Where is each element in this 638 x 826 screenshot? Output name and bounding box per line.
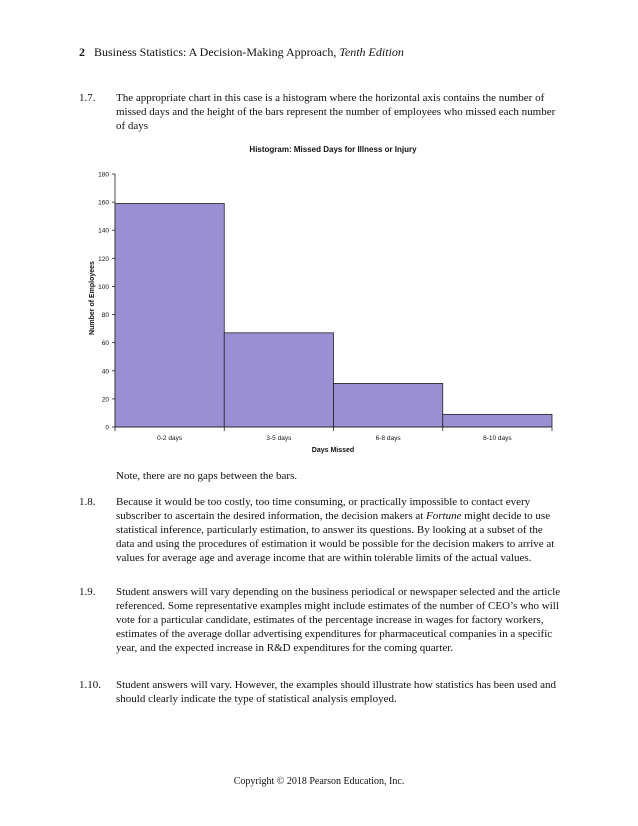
y-tick-label: 0 bbox=[105, 424, 109, 432]
item-number: 1.9. bbox=[79, 586, 96, 598]
chart-title: Histogram: Missed Days for Illness or Injury bbox=[249, 145, 417, 154]
y-tick-label: 100 bbox=[98, 283, 109, 291]
book-title: Business Statistics: A Decision-Making Approach, bbox=[94, 45, 340, 59]
item-text: The appropriate chart in this case is a histogram where the horizontal axis contains the number of missed days and the height of the bars represent the number of employees who missed each number of days bbox=[116, 92, 556, 132]
item-number: 1.7. bbox=[79, 92, 96, 104]
x-axis bbox=[115, 427, 552, 442]
item-1-10 bbox=[79, 678, 562, 706]
x-tick-label: 8-10 days bbox=[483, 435, 512, 442]
item-number: 1.8. bbox=[79, 496, 96, 508]
histogram-bar bbox=[443, 414, 552, 427]
histogram-bar bbox=[224, 333, 333, 427]
y-tick-label: 140 bbox=[98, 227, 109, 235]
y-tick-label: 180 bbox=[98, 171, 109, 179]
y-tick-label: 80 bbox=[101, 312, 109, 320]
x-tick-label: 0-2 days bbox=[157, 435, 183, 442]
bars bbox=[115, 204, 552, 427]
y-tick-label: 40 bbox=[101, 368, 109, 376]
item-text: Student answers will vary. However, the examples should illustrate how statistics has been used and should clearly indicate the type of statistical analysis employed. bbox=[116, 679, 556, 705]
histogram-chart bbox=[78, 138, 558, 458]
x-axis-label: Days Missed bbox=[311, 447, 355, 454]
page-header bbox=[79, 45, 404, 60]
y-axis bbox=[98, 172, 115, 432]
y-tick-label: 60 bbox=[101, 340, 109, 348]
x-tick-label: 6-8 days bbox=[375, 435, 401, 442]
histogram-bar bbox=[334, 383, 443, 427]
book-edition: Tenth Edition bbox=[339, 45, 404, 59]
item-text bbox=[116, 495, 562, 565]
histogram-bar bbox=[115, 204, 224, 427]
item-1-7 bbox=[79, 91, 562, 133]
copyright-footer: Copyright © 2018 Pearson Education, Inc. bbox=[233, 776, 405, 787]
y-tick-label: 120 bbox=[98, 255, 109, 263]
item-text-part: Because it would be too costly, too time consuming, or practically impossible to contact every subscriber to ascertain the desired information, the decision makers at bbox=[116, 496, 531, 522]
item-text-part: might decide to use statistical inference, particularly estimation, to answer its questions. By looking at a subset of the data and using the procedures of estimation it would be possible for the decision makers to arrive at values for average age and average income that are within tolerable limits of the actual values. bbox=[116, 510, 555, 564]
item-1-9 bbox=[79, 585, 562, 655]
item-number: 1.10. bbox=[79, 679, 101, 691]
note-text: Note, there are no gaps between the bars. bbox=[116, 470, 298, 482]
item-text-italic: Fortune bbox=[426, 510, 462, 522]
x-tick-label: 3-5 days bbox=[266, 435, 292, 442]
y-axis-label: Number of Employees bbox=[89, 261, 96, 335]
y-tick-label: 160 bbox=[98, 199, 109, 207]
y-tick-label: 20 bbox=[101, 396, 109, 404]
item-text: Student answers will vary depending on the business periodical or newspaper selected and the article referenced. Some representative examples might include estimates of the number of CEO’s who will vote for a particular candidate, estimates of the percentage increase in wages for factory workers, estimates of the average dollar advertising expenditures for pharmaceutical companies in a specific year, and the expected increase in R&D expenditures for the coming quarter. bbox=[116, 586, 561, 654]
item-1-8 bbox=[79, 495, 562, 565]
page-number: 2 bbox=[79, 45, 85, 59]
